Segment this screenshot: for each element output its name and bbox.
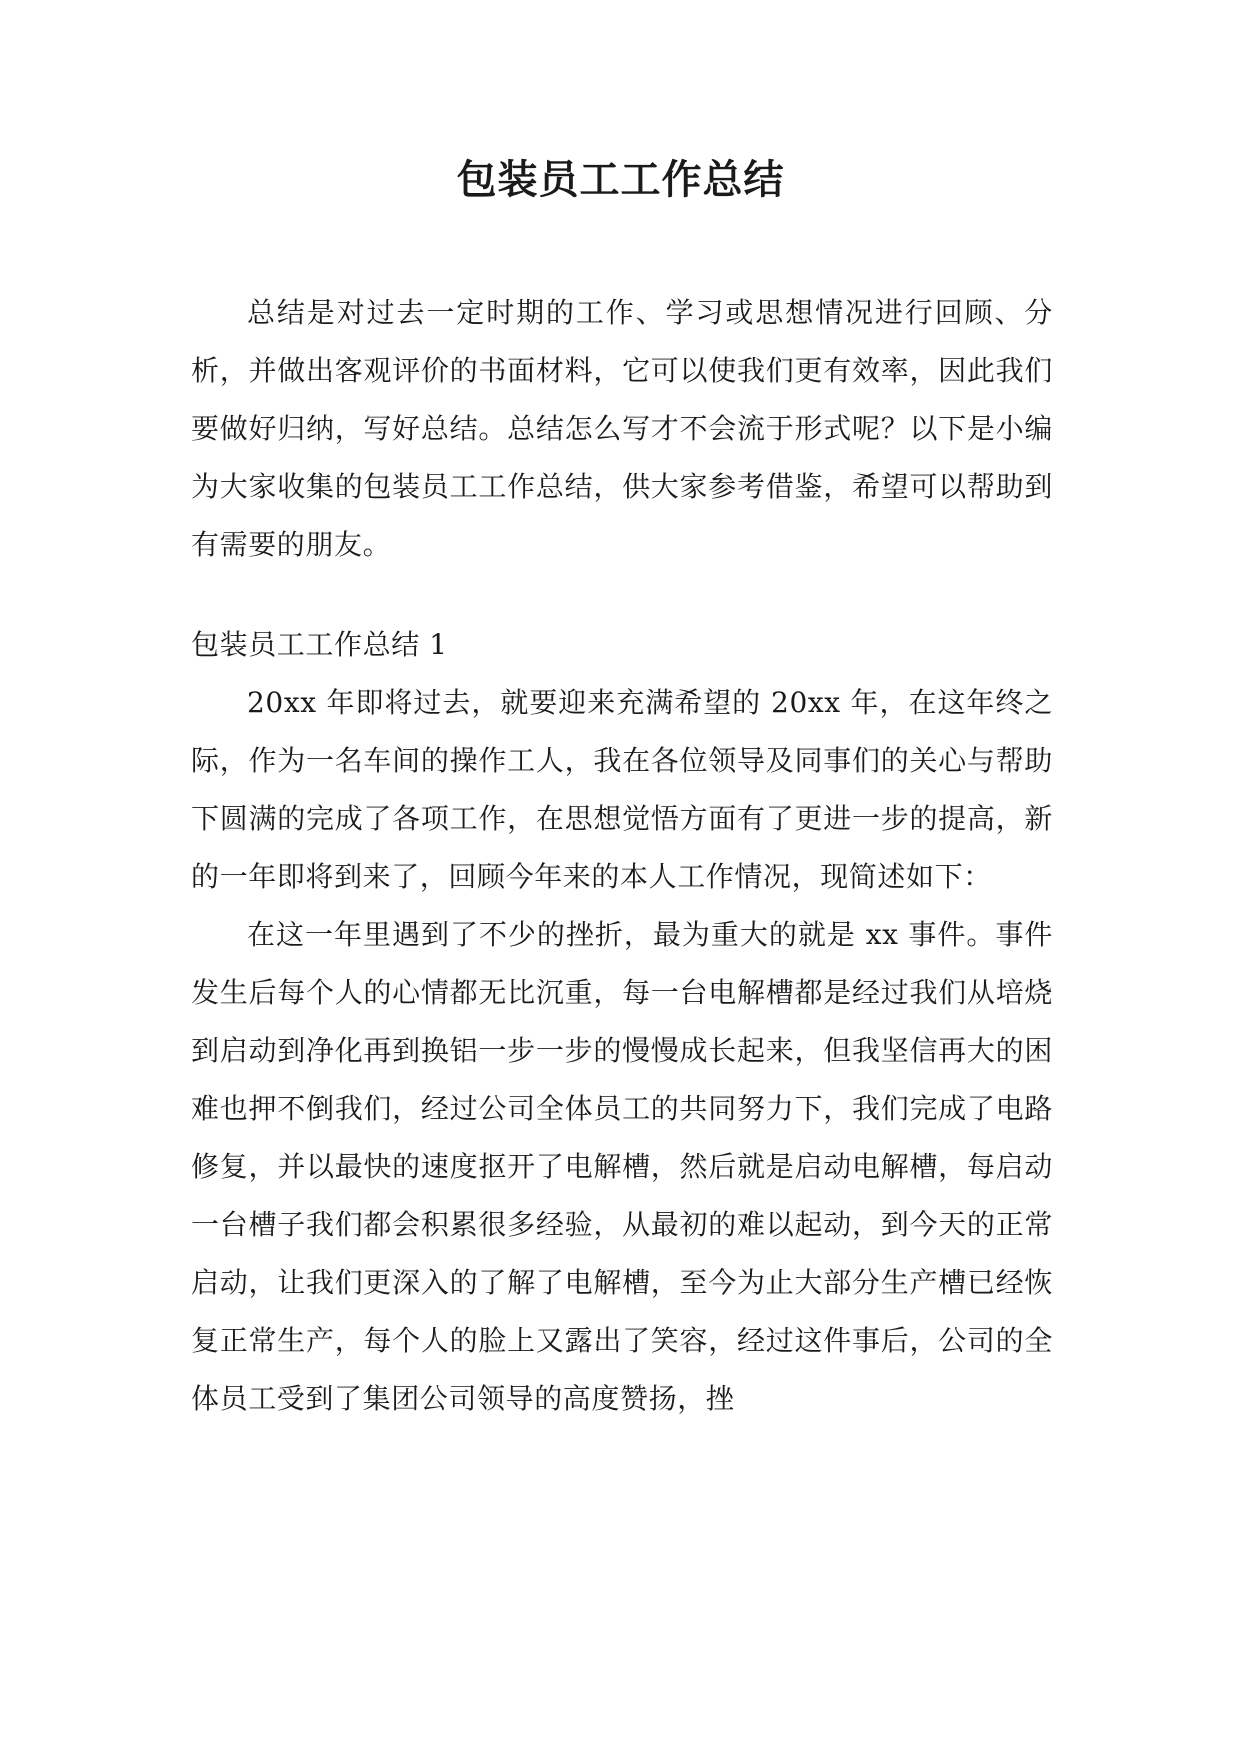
section-heading: 包装员工工作总结 1	[191, 628, 448, 661]
body-paragraph: 在这一年里遇到了不少的挫折，最为重大的就是 xx 事件。事件发生后每个人的心情都无比沉重，每一台电解槽都是经过我们从培烧到启动到净化再到换铝一步一步的慢慢成长起来，但我坚信再大的困难也押不倒我们，经过公司全体员工的共同努力下，我们完成了电路修复，并以最快的速度抠开了电解槽，然后就是启动电解槽，每启动一台槽子我们都会积累很多经验，从最初的难以起动，到今天的正常启动，让我们更深入的了解了电解槽，至今为止大部分生产槽已经恢复正常生产，每个人的脸上又露出了笑容，经过这件事后，公司的全体员工受到了集团公司领导的高度赞扬，挫	[191, 918, 1053, 1415]
paragraph-gap	[191, 574, 1053, 616]
page-title: 包装员工工作总结	[456, 157, 785, 203]
document-body	[191, 284, 1053, 1428]
body-paragraph: 20xx 年即将过去，就要迎来充满希望的 20xx 年，在这年终之际，作为一名车间的操作工人，我在各位领导及同事们的关心与帮助下圆满的完成了各项工作，在思想觉悟方面有了更进一步的提高，新的一年即将到来了，回顾今年来的本人工作情况，现简述如下：	[191, 686, 1053, 893]
intro-paragraph: 总结是对过去一定时期的工作、学习或思想情况进行回顾、分析，并做出客观评价的书面材料，它可以使我们更有效率，因此我们要做好归纳，写好总结。总结怎么写才不会流于形式呢？以下是小编为大家收集的包装员工工作总结，供大家参考借鉴，希望可以帮助到有需要的朋友。	[191, 296, 1053, 561]
